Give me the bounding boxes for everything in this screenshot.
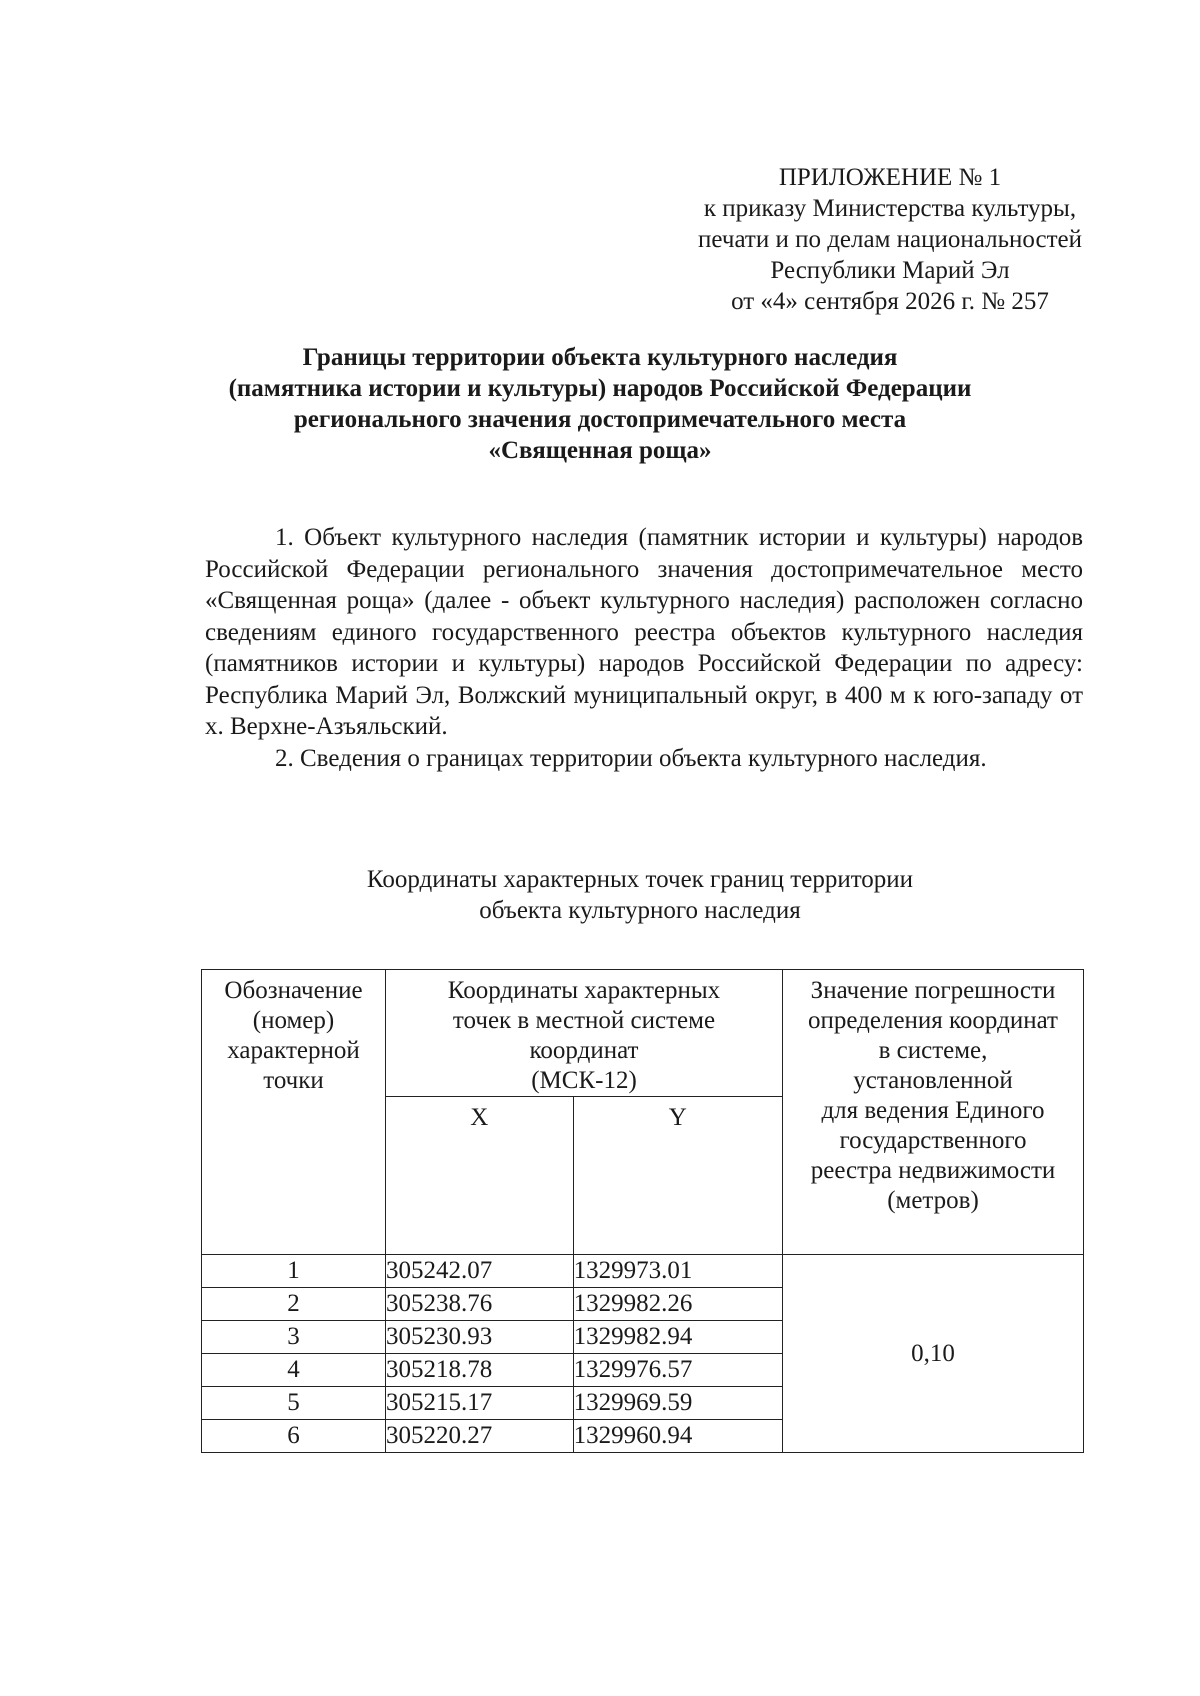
header-line: установленной <box>853 1067 1013 1094</box>
appendix-header <box>640 162 1140 317</box>
header-line: государственного <box>839 1127 1027 1154</box>
header-line: (номер) <box>252 1007 335 1034</box>
error-value: 0,10 <box>783 1255 1084 1453</box>
header-line: для ведения Единого <box>821 1097 1045 1124</box>
y-value: 1329960.94 <box>573 1420 782 1453</box>
table-row <box>202 1255 1084 1288</box>
header-line: реестра недвижимости <box>810 1157 1056 1184</box>
y-value: 1329976.57 <box>573 1354 782 1387</box>
header-line: (метров) <box>887 1187 979 1214</box>
header-y: Y <box>573 1097 782 1255</box>
header-error-value <box>783 970 1084 1255</box>
title-line: «Священная роща» <box>488 437 712 464</box>
title-line: Границы территории объекта культурного наследия <box>302 344 898 371</box>
x-value: 305230.93 <box>386 1321 574 1354</box>
appendix-line: от «4» сентября 2026 г. № 257 <box>731 288 1049 315</box>
header-line: характерной <box>227 1037 360 1064</box>
header-line: точек в местной системе <box>452 1007 716 1034</box>
title-line: (памятника истории и культуры) народов Российской Федерации <box>228 375 972 402</box>
point-number: 5 <box>202 1387 386 1420</box>
point-number: 1 <box>202 1255 386 1288</box>
appendix-line: к приказу Министерства культуры, <box>703 195 1077 222</box>
appendix-line: печати и по делам национальностей <box>698 226 1082 253</box>
caption-line: Координаты характерных точек границ территории <box>366 866 914 893</box>
y-value: 1329982.94 <box>573 1321 782 1354</box>
x-value: 305218.78 <box>386 1354 574 1387</box>
point-number: 6 <box>202 1420 386 1453</box>
point-number: 2 <box>202 1288 386 1321</box>
paragraph-1: 1. Объект культурного наследия (памятник истории и культуры) народов Российской Федерации регионального значения достопримечательное место «Священная роща» (далее - объект культурного наследия) расположен согласно сведениям единого государственного реестра объектов культурного наследия (памятников истории и культуры) народов Российской Федерации по адресу: Республика Марий Эл, Волжский муниципальный округ, в 400 м к юго-западу от х. Верхне-Азъяльский. <box>205 524 1083 740</box>
appendix-line: ПРИЛОЖЕНИЕ № 1 <box>778 164 1002 191</box>
x-value: 305238.76 <box>386 1288 574 1321</box>
header-line: Значение погрешности <box>810 977 1056 1004</box>
header-coordinates <box>386 970 783 1097</box>
header-line: в системе, <box>878 1037 988 1064</box>
header-line: координат <box>529 1037 639 1064</box>
y-value: 1329969.59 <box>573 1387 782 1420</box>
x-value: 305215.17 <box>386 1387 574 1420</box>
appendix-line: Республики Марий Эл <box>770 257 1010 284</box>
header-line: точки <box>263 1067 324 1094</box>
header-line: определения координат <box>808 1007 1058 1034</box>
header-point-designation <box>202 970 386 1255</box>
header-line: (МСК-12) <box>531 1067 637 1094</box>
title-line: регионального значения достопримечательного места <box>293 406 907 433</box>
point-number: 3 <box>202 1321 386 1354</box>
paragraph-2: 2. Сведения о границах территории объекта культурного наследия. <box>275 744 987 772</box>
body-text <box>205 522 1083 774</box>
table-caption <box>250 864 1030 926</box>
x-value: 305242.07 <box>386 1255 574 1288</box>
y-value: 1329982.26 <box>573 1288 782 1321</box>
x-value: 305220.27 <box>386 1420 574 1453</box>
point-number: 4 <box>202 1354 386 1387</box>
header-x: X <box>386 1097 574 1255</box>
document-title <box>150 342 1050 466</box>
caption-line: объекта культурного наследия <box>479 897 801 924</box>
header-line: Обозначение <box>224 977 363 1004</box>
y-value: 1329973.01 <box>573 1255 782 1288</box>
header-line: Координаты характерных <box>447 977 721 1004</box>
coordinates-table <box>201 969 1084 1453</box>
